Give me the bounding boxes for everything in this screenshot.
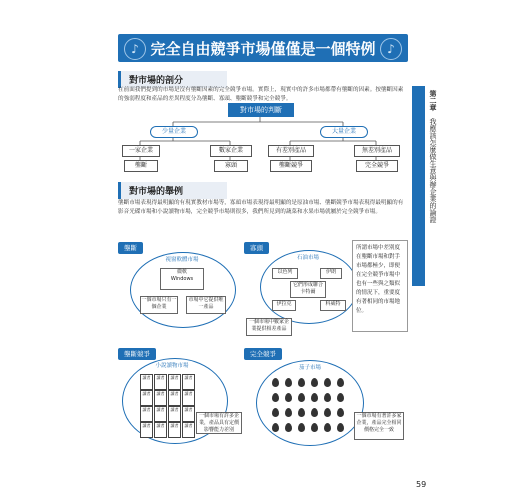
monopolistic-market-title: 小說讀物市場 [155, 363, 189, 369]
eggplant-icon [285, 393, 292, 402]
chapter-tab-bar [412, 86, 425, 286]
eggplant-icon [298, 408, 305, 417]
tree-node-few: 少量企業 [150, 126, 198, 138]
reader-card: 讀者 [182, 422, 195, 438]
reader-card: 讀者 [182, 406, 195, 422]
eggplant-icon [298, 393, 305, 402]
reader-card: 讀者 [168, 374, 181, 390]
eggplant-icon [311, 393, 318, 402]
page-number: 59 [416, 480, 427, 489]
tree-leaf-monopoly: 壟斷 [124, 160, 158, 172]
eggplant-icon [285, 378, 292, 387]
reader-card: 讀者 [168, 422, 181, 438]
reader-card: 讀者 [182, 390, 195, 406]
tag-perfect-competition: 完全競爭 [244, 348, 282, 360]
eggplant-icon [272, 378, 279, 387]
oligopoly-firm: 科威特 [320, 300, 346, 311]
monopolistic-note: 一個市場有許多企業，產品具有定價影響能力差別 [196, 412, 242, 434]
eggplant-icon [324, 408, 331, 417]
eggplant-icon [337, 423, 344, 432]
reader-card: 讀者 [140, 390, 153, 406]
section-heading: 對市場的剖分 [118, 71, 227, 88]
monopoly-note-1: 一個市場只有一個企業 [140, 296, 178, 314]
banner-title: 完全自由競爭市場僅僅是一個特例 [150, 39, 376, 58]
eggplant-icon [311, 378, 318, 387]
reader-card: 讀者 [154, 390, 167, 406]
reader-card: 讀者 [182, 374, 195, 390]
tag-oligopoly: 寡頭 [244, 242, 269, 254]
eggplant-icon [311, 423, 318, 432]
tree-node-nodiff: 無差別產品 [354, 145, 400, 157]
tree-node-few-firms: 數家企業 [210, 145, 252, 157]
tree-node-one-firm: 一家企業 [122, 145, 160, 157]
perfect-market-title: 茄子市場 [298, 365, 321, 371]
eggplant-icon [272, 423, 279, 432]
monopoly-center: 微軟 Windows [160, 268, 204, 290]
oligopoly-firm: 伊朗 [320, 268, 342, 279]
tree-root: 對市場的判斷 [228, 103, 294, 117]
eggplant-icon [285, 408, 292, 417]
eggplant-icon [272, 408, 279, 417]
eggplant-icon [285, 423, 292, 432]
tag-monopolistic-competition: 壟斷競爭 [118, 348, 156, 360]
music-note-icon: ♪ [380, 38, 402, 60]
eggplant-icon [272, 393, 279, 402]
tree-leaf-monopolistic: 壟斷競爭 [270, 160, 312, 172]
reader-card: 讀者 [168, 390, 181, 406]
reader-card: 讀者 [168, 406, 181, 422]
chapter-title: 我應該怎麼做生意與辦企業的論證 [429, 118, 437, 223]
tree-node-diff: 有差別產品 [268, 145, 314, 157]
eggplant-icon [311, 408, 318, 417]
eggplant-icon [324, 393, 331, 402]
section-banner [118, 34, 408, 62]
oligopoly-note: 一個市場中數家企業提供相差產品 [246, 318, 292, 336]
section-heading: 對市場的舉例 [118, 182, 227, 199]
monopoly-market-title: 視窗軟體市場 [165, 257, 199, 263]
oligopoly-firm: 以色列 [272, 268, 298, 279]
reader-card: 讀者 [140, 422, 153, 438]
eggplant-icon [337, 393, 344, 402]
eggplant-icon [298, 423, 305, 432]
side-note: 所謂市場中差別度在壟斷市場和對手市場都極少，即便在完全競爭市場中也有一些與之類似的情況下，重要度有著相同的市場地位。 [352, 240, 408, 332]
section-paragraph: 在前面我們提到的市場是沒有壟斷因素的完全競爭市場。實際上，現實中的許多市場都帶有壟斷的因素。按壟斷因素的強弱程度和產品的差異程度分為壟斷、寡頭、壟斷競爭和完全競爭。 [118, 87, 404, 102]
chapter-number: 第二章 [429, 90, 437, 111]
perfect-oval [256, 360, 364, 446]
monopoly-note-2: 市場中它提供唯一產品 [186, 296, 226, 314]
section-paragraph: 壟斷市場表現得最明顯的有現實教材市場等，寡頭市場表現得最明顯的是原油市場、壟斷競爭市場表現得最明顯的有影音光碟市場和小說讀物市場，完全競爭市場則很多，我們所見到的蔬菜和水果市場就屬於完全競爭市場。 [118, 200, 404, 215]
reader-card: 讀者 [154, 422, 167, 438]
reader-card: 讀者 [154, 374, 167, 390]
reader-card: 讀者 [140, 374, 153, 390]
reader-card: 讀者 [140, 406, 153, 422]
oligopoly-market-title: 石油市場 [296, 255, 319, 261]
eggplant-icon [324, 423, 331, 432]
tree-node-many: 大量企業 [320, 126, 368, 138]
eggplant-icon [337, 408, 344, 417]
eggplant-icon [298, 378, 305, 387]
oligopoly-center: 它們形成聯合卡特爾 [290, 281, 326, 298]
eggplant-icon [337, 378, 344, 387]
tag-monopoly: 壟斷 [118, 242, 143, 254]
tree-leaf-perfect: 完全競爭 [356, 160, 398, 172]
oligopoly-firm: 伊拉克 [272, 300, 296, 311]
music-note-icon: ♪ [124, 38, 146, 60]
reader-card: 讀者 [154, 406, 167, 422]
tree-leaf-oligopoly: 寡頭 [214, 160, 248, 172]
perfect-note: 一個市場有著許多家企業，產品完全相同價格完全一致 [354, 412, 404, 440]
eggplant-icon [324, 378, 331, 387]
